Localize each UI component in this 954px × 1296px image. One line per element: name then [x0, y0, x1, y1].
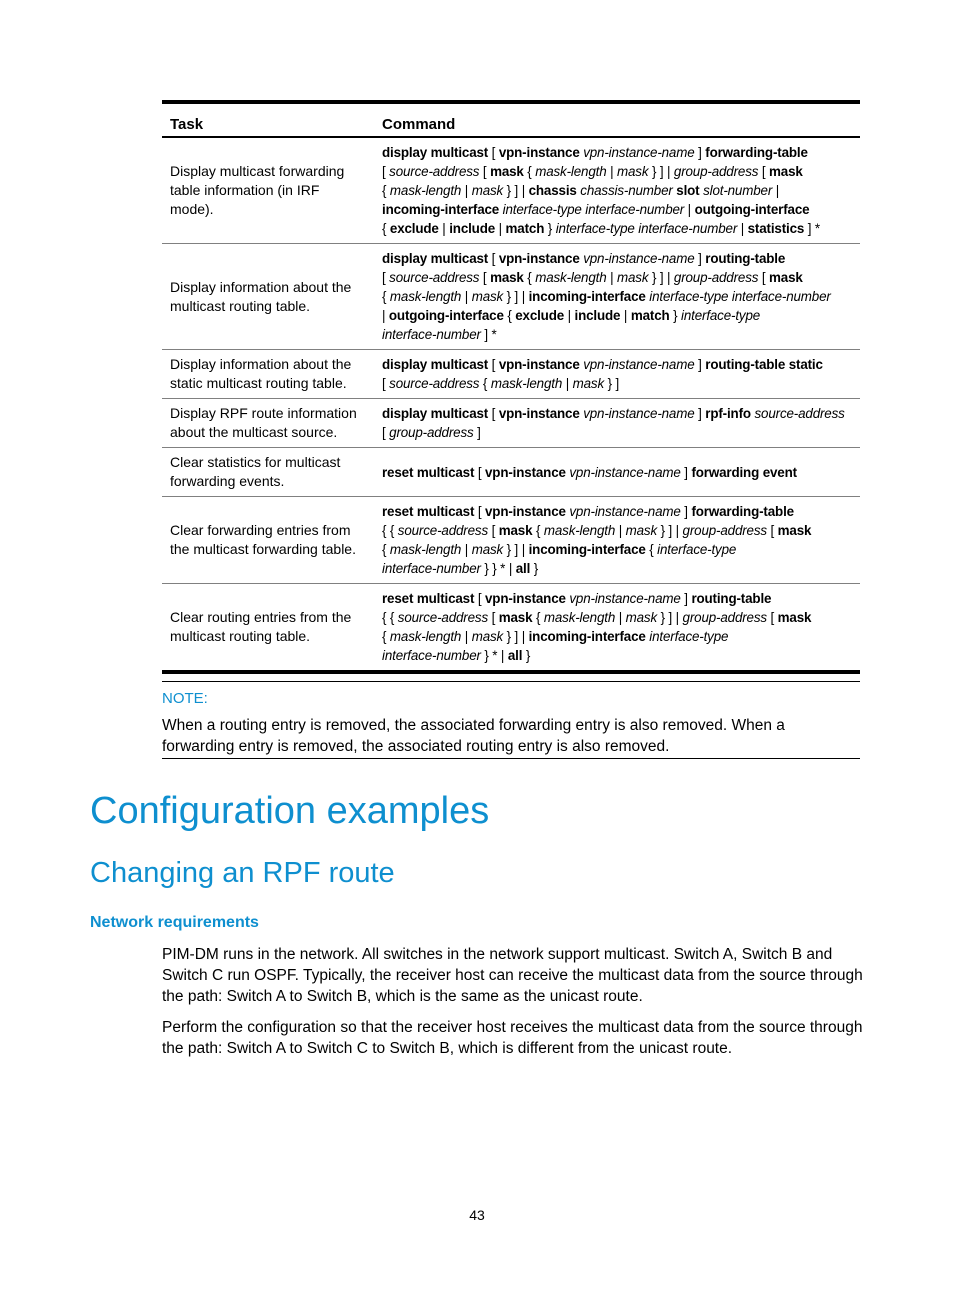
command-argument: source-address: [389, 164, 480, 179]
command-argument: mask: [625, 523, 658, 538]
command-argument: interface-type interface-number: [649, 289, 831, 304]
command-argument: mask-length: [490, 376, 563, 391]
command-keyword: mask: [777, 523, 812, 538]
command-syntax: [: [766, 523, 778, 538]
command-table: [162, 100, 860, 674]
note-label: NOTE:: [162, 690, 208, 707]
command-keyword: mask: [498, 523, 533, 538]
command-syntax: [: [758, 270, 770, 285]
command-syntax: {: [382, 542, 390, 557]
command-syntax: [: [758, 164, 770, 179]
command-syntax: {: [382, 221, 390, 236]
command-syntax: } ] |: [503, 542, 529, 557]
command-syntax: ]: [694, 145, 706, 160]
command-syntax: ]: [680, 504, 692, 519]
command-keyword: exclude: [389, 221, 439, 236]
command-keyword: slot: [676, 183, 700, 198]
command-keyword: match: [630, 308, 670, 323]
command-syntax: [: [766, 610, 778, 625]
command-keyword: incoming-interface: [528, 542, 646, 557]
command-syntax: |: [461, 542, 472, 557]
command-keyword: routing-table static: [705, 357, 823, 372]
command-keyword: all: [515, 561, 531, 576]
command-keyword: match: [505, 221, 545, 236]
command-syntax: |: [461, 629, 472, 644]
command-keyword: include: [449, 221, 496, 236]
table-row: [162, 497, 860, 584]
command-syntax: |: [495, 221, 506, 236]
command-syntax: {: [382, 629, 390, 644]
table-row: [162, 137, 860, 244]
command-argument: mask: [572, 376, 605, 391]
command-syntax: {: [503, 308, 516, 323]
command-keyword: vpn-instance: [498, 251, 580, 266]
command-keyword: rpf-info: [705, 406, 751, 421]
command-syntax: ] *: [480, 327, 497, 342]
table-header-row: [162, 102, 860, 137]
command-syntax: |: [684, 202, 695, 217]
command-syntax: [: [474, 464, 485, 480]
command-syntax: }: [522, 648, 531, 663]
command-keyword: reset multicast: [382, 504, 475, 519]
command-keyword: include: [574, 308, 621, 323]
command-syntax: } ]: [604, 376, 620, 391]
command-syntax: ]: [694, 251, 706, 266]
command-syntax: } ] |: [648, 164, 674, 179]
task-cell: Display information about the static multicast routing table.: [162, 350, 374, 399]
command-keyword: reset multicast: [382, 464, 475, 480]
command-syntax: ] *: [804, 221, 820, 236]
command-syntax: |: [606, 164, 617, 179]
command-argument: mask-length: [389, 183, 462, 198]
command-cell: [374, 584, 860, 673]
command-syntax: {: [532, 523, 544, 538]
command-syntax: [: [382, 376, 390, 391]
command-argument: interface-number: [382, 561, 481, 576]
note-text: When a routing entry is removed, the associated forwarding entry is also removed. When a forwarding entry is removed, the associated routing entry is also removed.: [162, 717, 785, 755]
command-keyword: chassis: [528, 183, 577, 198]
command-argument: mask: [625, 610, 658, 625]
command-argument: interface-type: [657, 542, 737, 557]
command-keyword: vpn-instance: [498, 145, 580, 160]
command-syntax: |: [564, 308, 575, 323]
command-argument: chassis-number: [580, 183, 673, 198]
command-syntax: ]: [694, 357, 706, 372]
command-syntax: [: [488, 251, 499, 266]
section-heading: Changing an RPF route: [90, 857, 395, 889]
command-keyword: exclude: [515, 308, 565, 323]
command-keyword: mask: [769, 164, 803, 179]
command-argument: group-address: [682, 523, 767, 538]
table-row: [162, 350, 860, 399]
command-syntax: ]: [473, 425, 481, 440]
body-paragraph: Perform the configuration so that the receiver host receives the multicast data from the source through the path: Switch A to Switch C to Switch B, which is different from the unicast route.: [162, 1019, 863, 1057]
command-syntax: [: [479, 164, 491, 179]
command-syntax: {: [479, 376, 491, 391]
command-argument: vpn-instance-name: [583, 251, 695, 266]
command-syntax: {: [523, 164, 536, 179]
command-syntax: |: [562, 376, 573, 391]
command-syntax: |: [461, 183, 472, 198]
command-argument: mask: [471, 183, 504, 198]
page-number: 43: [469, 1207, 485, 1223]
command-cell: [374, 350, 860, 399]
table-row: [162, 244, 860, 350]
command-syntax: { {: [382, 610, 398, 625]
command-keyword: forwarding-table: [691, 504, 794, 519]
command-syntax: [: [488, 357, 499, 372]
command-syntax: { {: [382, 523, 398, 538]
note-box: [162, 681, 860, 759]
command-syntax: ]: [680, 591, 692, 606]
subsection-heading: Network requirements: [90, 914, 259, 931]
command-keyword: incoming-interface: [382, 202, 500, 217]
command-keyword: incoming-interface: [528, 629, 646, 644]
command-syntax: } ] |: [657, 523, 683, 538]
command-keyword: display multicast: [382, 357, 489, 372]
command-keyword: display multicast: [382, 406, 489, 421]
task-cell: Display RPF route information about the multicast source.: [162, 399, 374, 448]
command-syntax: }: [530, 561, 539, 576]
command-argument: mask: [471, 629, 504, 644]
task-cell: Clear forwarding entries from the multicast forwarding table.: [162, 497, 374, 584]
task-cell: Display multicast forwarding table information (in IRF mode).: [162, 137, 374, 244]
command-syntax: |: [737, 221, 748, 236]
command-keyword: statistics: [747, 221, 805, 236]
command-keyword: vpn-instance: [485, 464, 566, 480]
command-syntax: {: [645, 542, 658, 557]
command-argument: mask-length: [389, 542, 462, 557]
command-keyword: outgoing-interface: [388, 308, 504, 323]
command-argument: source-address: [389, 376, 480, 391]
command-syntax: {: [382, 289, 390, 304]
command-argument: mask-length: [389, 629, 462, 644]
command-syntax: } ] |: [648, 270, 674, 285]
command-syntax: [: [488, 145, 499, 160]
command-syntax: [: [382, 164, 390, 179]
command-keyword: mask: [490, 164, 524, 179]
command-argument: group-address: [673, 164, 759, 179]
command-argument: vpn-instance-name: [583, 357, 695, 372]
command-syntax: } } * |: [480, 561, 516, 576]
command-syntax: [: [382, 425, 390, 440]
command-keyword: mask: [498, 610, 533, 625]
task-cell: Display information about the multicast routing table.: [162, 244, 374, 350]
command-syntax: |: [620, 308, 631, 323]
command-syntax: [: [488, 610, 499, 625]
command-argument: vpn-instance-name: [569, 504, 681, 519]
command-syntax: [: [488, 523, 499, 538]
task-cell: Clear statistics for multicast forwarding events.: [162, 448, 374, 497]
command-syntax: [: [382, 270, 390, 285]
command-syntax: |: [606, 270, 617, 285]
task-cell: Clear routing entries from the multicast routing table.: [170, 609, 352, 644]
command-syntax: [: [474, 504, 485, 519]
command-keyword: outgoing-interface: [694, 202, 810, 217]
command-argument: interface-type: [681, 308, 761, 323]
command-keyword: vpn-instance: [498, 406, 580, 421]
command-keyword: vpn-instance: [485, 591, 566, 606]
command-keyword: mask: [777, 610, 812, 625]
command-argument: source-address: [397, 610, 488, 625]
command-cell: [374, 448, 860, 497]
command-argument: mask: [616, 270, 649, 285]
command-syntax: |: [438, 221, 450, 236]
column-header-task: Task: [162, 102, 374, 137]
table-row: [162, 399, 860, 448]
command-argument: source-address: [397, 523, 488, 538]
command-syntax: {: [382, 183, 390, 198]
command-cell: [374, 399, 860, 448]
command-syntax: |: [772, 183, 780, 198]
command-argument: group-address: [389, 425, 474, 440]
command-syntax: } ] |: [503, 629, 529, 644]
body-paragraph: PIM-DM runs in the network. All switches in the network support multicast. Switch A, Switch B and Switch C run OSPF. Typically, the receiver host can receive the multicast data from the source through the path: Switch A to Switch B, which is the same as the unicast route.: [162, 946, 863, 1005]
command-argument: mask-length: [389, 289, 462, 304]
command-syntax: |: [461, 289, 472, 304]
command-argument: mask-length: [535, 270, 607, 285]
command-keyword: all: [507, 648, 523, 663]
command-keyword: mask: [490, 270, 524, 285]
command-syntax: }: [544, 221, 556, 236]
command-argument: vpn-instance-name: [583, 145, 695, 160]
command-cell: [374, 244, 860, 350]
command-argument: interface-type: [649, 629, 729, 644]
command-argument: interface-number: [382, 648, 481, 663]
column-header-command: Command: [374, 102, 860, 137]
command-syntax: }: [669, 308, 682, 323]
command-keyword: routing-table: [705, 251, 786, 266]
command-argument: mask: [616, 164, 649, 179]
command-cell: [374, 137, 860, 244]
command-syntax: } * |: [480, 648, 508, 663]
command-syntax: |: [615, 610, 626, 625]
command-argument: vpn-instance-name: [583, 406, 695, 421]
command-syntax: [: [488, 406, 499, 421]
command-syntax: } ] |: [503, 183, 529, 198]
command-argument: source-address: [754, 406, 845, 421]
command-keyword: vpn-instance: [485, 504, 566, 519]
chapter-heading: Configuration examples: [90, 790, 490, 832]
command-syntax: } ] |: [503, 289, 529, 304]
command-keyword: display multicast: [382, 145, 489, 160]
command-argument: group-address: [682, 610, 767, 625]
command-argument: interface-type interface-number: [502, 202, 685, 217]
command-syntax: ]: [694, 406, 706, 421]
table-row: [162, 584, 860, 673]
command-syntax: ]: [680, 464, 692, 480]
command-keyword: vpn-instance: [498, 357, 580, 372]
command-syntax: |: [615, 523, 626, 538]
command-syntax: |: [382, 308, 389, 323]
command-argument: mask-length: [543, 523, 616, 538]
command-syntax: {: [523, 270, 536, 285]
command-keyword: display multicast: [382, 251, 489, 266]
command-keyword: incoming-interface: [528, 289, 646, 304]
command-argument: slot-number: [703, 183, 773, 198]
command-argument: vpn-instance-name: [569, 464, 681, 480]
command-argument: mask-length: [535, 164, 607, 179]
command-keyword: reset multicast: [382, 591, 475, 606]
command-syntax: {: [532, 610, 544, 625]
command-keyword: routing-table: [691, 591, 772, 606]
command-keyword: forwarding-table: [705, 145, 808, 160]
command-argument: mask: [471, 542, 504, 557]
command-syntax: [: [474, 591, 485, 606]
command-syntax: [: [479, 270, 491, 285]
command-argument: group-address: [673, 270, 759, 285]
command-syntax: } ] |: [657, 610, 683, 625]
command-argument: mask: [471, 289, 504, 304]
command-argument: interface-type interface-number: [555, 221, 738, 236]
command-argument: vpn-instance-name: [569, 591, 681, 606]
command-argument: source-address: [389, 270, 480, 285]
table-row: [162, 448, 860, 497]
command-keyword: mask: [769, 270, 803, 285]
command-cell: [374, 497, 860, 584]
command-keyword: forwarding event: [691, 464, 797, 480]
command-argument: mask-length: [543, 610, 616, 625]
command-argument: interface-number: [382, 327, 481, 342]
